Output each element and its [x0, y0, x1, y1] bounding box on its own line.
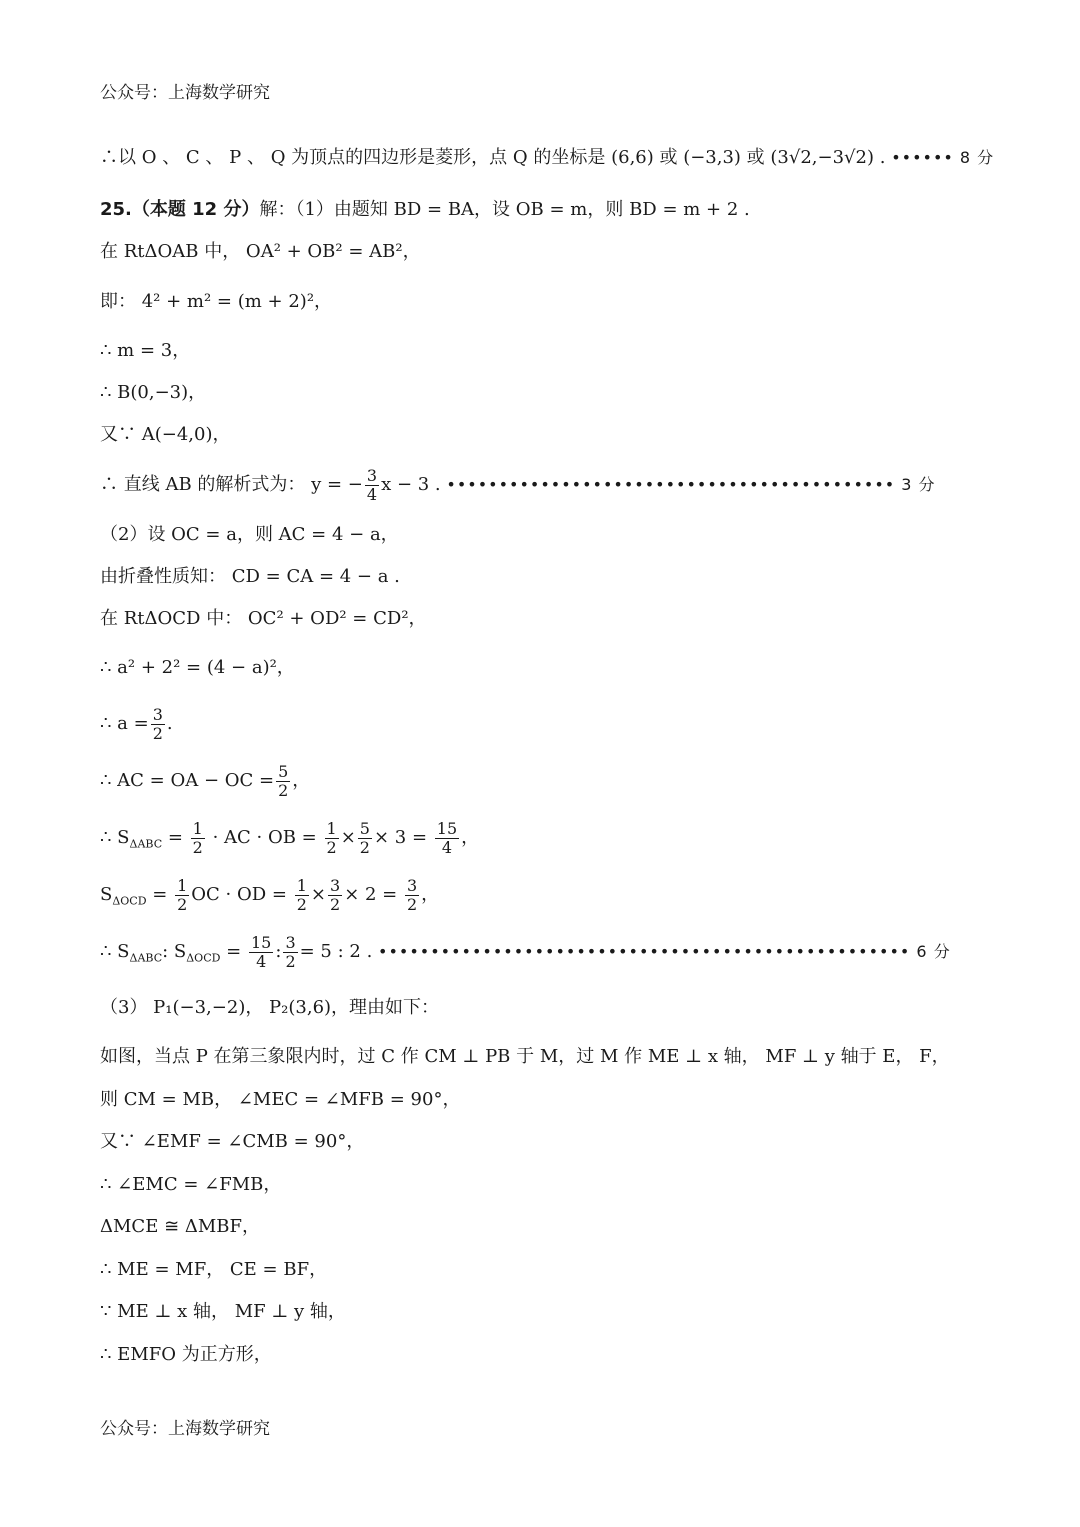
denominator: 2 [278, 780, 289, 800]
text-line-14 [100, 759, 310, 803]
l16-mid: OC · OD = [191, 884, 287, 905]
text-line-16 [100, 873, 439, 924]
numerator: 3 [285, 932, 296, 952]
fraction [365, 467, 379, 504]
text-line-22: ∴ ∠EMC = ∠FMB， [100, 1174, 282, 1195]
numerator: 1 [192, 818, 203, 838]
denominator: 4 [441, 837, 453, 857]
l8-post: x − 3 . [381, 474, 441, 495]
denominator: 4 [256, 951, 267, 971]
equals: = [167, 827, 183, 848]
numerator: 3 [152, 704, 163, 724]
text-line-9: （2）设 OC = a，则 AC = 4 − a， [100, 524, 399, 545]
text-line-15 [100, 816, 479, 867]
l13-post: . [166, 713, 173, 734]
subscript: ΔOCD [112, 894, 147, 908]
score-3: ••••••••••••••••••••••••••••••••••••••••••• 3 分 [446, 475, 936, 494]
denominator: 2 [359, 837, 370, 857]
text-line-1 [100, 146, 994, 170]
denominator: 2 [177, 894, 188, 914]
l16-post: ， [421, 884, 440, 905]
denominator: 2 [406, 894, 418, 914]
fraction [276, 763, 290, 800]
text-line-19: 如图，当点 P 在第三象限内时，过 C 作 CM ⊥ PB 于 M，过 M 作 ME ⊥ x 轴， MF ⊥ y 轴于 E， F， [100, 1046, 950, 1067]
text-line-24: ∴ ME = MF， CE = BF， [100, 1259, 328, 1280]
l15-post: ， [461, 827, 480, 848]
times: × 3 = [373, 827, 428, 848]
denominator: 4 [366, 484, 378, 504]
l17-post: = 5 : 2 . [299, 941, 373, 962]
numerator: 1 [326, 818, 337, 838]
l15-mid: · AC · OB = [212, 827, 317, 848]
ratio-colon: : S [162, 941, 187, 962]
l14-pre: ∴ AC = OA − OC = [100, 770, 275, 791]
fraction [175, 877, 189, 914]
fraction [283, 934, 297, 971]
text-line-5: ∴ m = 3， [100, 340, 191, 361]
text-line-12: ∴ a² + 2² = (4 − a)²， [100, 657, 295, 678]
denominator: 2 [326, 837, 337, 857]
numerator: 15 [436, 818, 458, 838]
l17-pre: ∴ S [100, 941, 130, 962]
equals: = [152, 884, 168, 905]
subscript: ΔABC [129, 837, 163, 851]
text-line-13 [100, 702, 173, 746]
times: × 2 = [344, 884, 398, 905]
numerator: 15 [251, 932, 272, 952]
equals: = [226, 941, 242, 962]
score-8: •••••• 8 分 [891, 148, 995, 167]
text-line-8 [100, 463, 936, 507]
fraction [328, 877, 342, 914]
numerator: 3 [330, 875, 341, 895]
text-line-20: 则 CM = MB， ∠MEC = ∠MFB = 90°， [100, 1089, 461, 1110]
fraction [295, 877, 309, 914]
l15-pre: ∴ S [100, 827, 130, 848]
text-line-21: 又∵ ∠EMF = ∠CMB = 90°， [100, 1131, 365, 1152]
times: × [340, 827, 356, 848]
fraction [435, 820, 459, 857]
subscript: ΔABC [129, 951, 163, 965]
fraction [191, 820, 205, 857]
denominator: 2 [192, 837, 203, 857]
text-line-7: 又∵ A(−4,0)， [100, 424, 231, 445]
text-line-4: 即： 4² + m² = (m + 2)²， [100, 291, 333, 312]
numerator: 1 [296, 875, 307, 895]
denominator: 2 [285, 951, 296, 971]
numerator: 3 [406, 875, 418, 895]
numerator: 5 [359, 818, 370, 838]
text-l1: ∴以 O 、 C 、 P 、 Q 为顶点的四边形是菱形，点 Q 的坐标是 (6,6) 或 (−3,3) 或 (3√2,−3√2) . [100, 147, 886, 168]
page-header: 公众号：上海数学研究 [100, 83, 270, 103]
question-heading: 25.（本题 12 分） [100, 199, 260, 220]
fraction [249, 934, 273, 971]
text-line-10: 由折叠性质知： CD = CA = 4 − a . [100, 566, 400, 587]
subscript: ΔOCD [186, 951, 221, 965]
ratio-colon: : [275, 941, 282, 962]
denominator: 2 [330, 894, 341, 914]
text-line-3: 在 RtΔOAB 中， OA² + OB² = AB²， [100, 241, 421, 262]
fraction [151, 706, 165, 743]
denominator: 2 [296, 894, 307, 914]
l8-pre: ∴ 直线 AB 的解析式为： y = − [100, 474, 363, 495]
times: × [310, 884, 326, 905]
text-line-23: ΔMCE ≅ ΔMBF， [100, 1216, 261, 1237]
text-line-2 [100, 198, 750, 222]
text-line-18: （3） P₁(−3,−2)， P₂(3,6)，理由如下： [100, 997, 440, 1018]
fraction [358, 820, 372, 857]
l13-pre: ∴ a = [100, 713, 149, 734]
fraction [325, 820, 339, 857]
text-line-17 [100, 930, 951, 981]
text-l2: 解：（1）由题知 BD = BA，设 OB = m，则 BD = m + 2 . [259, 199, 750, 220]
fraction [405, 877, 419, 914]
text-line-11: 在 RtΔOCD 中： OC² + OD² = CD²， [100, 608, 427, 629]
l16-pre: S [100, 884, 113, 905]
numerator: 3 [366, 465, 378, 485]
text-line-25: ∵ ME ⊥ x 轴， MF ⊥ y 轴， [100, 1301, 346, 1322]
text-line-6: ∴ B(0,−3)， [100, 382, 207, 403]
numerator: 1 [177, 875, 188, 895]
page-footer: 公众号：上海数学研究 [100, 1419, 270, 1439]
l14-post: ， [292, 770, 311, 791]
score-6: ••••••••••••••••••••••••••••••••••••••••••••••••••• 6 分 [378, 942, 951, 961]
denominator: 2 [152, 723, 163, 743]
text-line-26: ∴ EMFO 为正方形， [100, 1344, 272, 1365]
numerator: 5 [278, 761, 289, 781]
